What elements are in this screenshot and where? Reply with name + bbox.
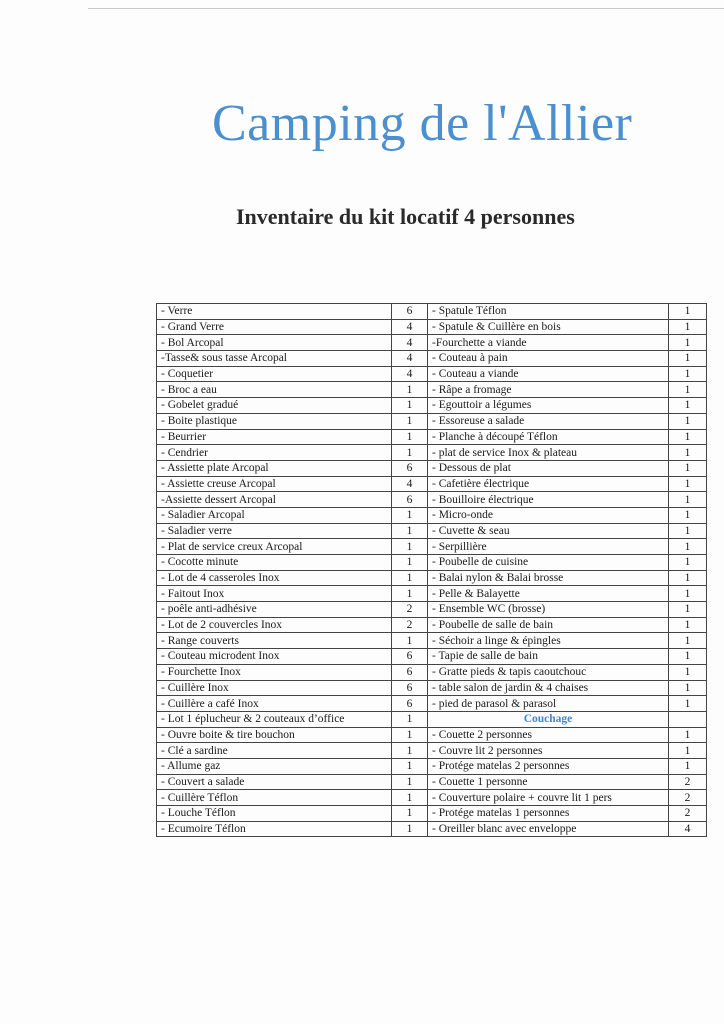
left-item-qty: 6 [392, 680, 428, 696]
right-item-qty: 1 [669, 617, 707, 633]
table-row [157, 649, 707, 665]
right-item-name: - Cuvette & seau [428, 523, 669, 539]
right-item-name: - Couvre lit 2 personnes [428, 743, 669, 759]
right-item-name: - Egouttoir a légumes [428, 398, 669, 414]
table-row [157, 664, 707, 680]
table-row [157, 696, 707, 712]
left-item-qty: 1 [392, 429, 428, 445]
left-item-name: - Saladier Arcopal [157, 507, 392, 523]
table-row [157, 319, 707, 335]
table-row [157, 633, 707, 649]
right-item-name: - Poubelle de cuisine [428, 555, 669, 571]
left-item-qty: 4 [392, 476, 428, 492]
right-item-name: - Râpe a fromage [428, 382, 669, 398]
right-item-qty: 1 [669, 304, 707, 320]
right-item-qty: 1 [669, 382, 707, 398]
left-item-name: - Assiette creuse Arcopal [157, 476, 392, 492]
table-row [157, 570, 707, 586]
left-item-name: - Louche Téflon [157, 806, 392, 822]
left-item-name: - Ecumoire Téflon [157, 821, 392, 837]
right-item-qty: 1 [669, 633, 707, 649]
table-row [157, 821, 707, 837]
left-item-name: - Clé a sardine [157, 743, 392, 759]
table-row [157, 460, 707, 476]
left-item-name: - Gobelet gradué [157, 398, 392, 414]
right-item-name: - Balai nylon & Balai brosse [428, 570, 669, 586]
table-row [157, 398, 707, 414]
right-item-qty: 2 [669, 790, 707, 806]
right-item-name: - Cafetière électrique [428, 476, 669, 492]
left-item-qty: 6 [392, 492, 428, 508]
table-row [157, 617, 707, 633]
right-item-qty: 1 [669, 649, 707, 665]
left-item-qty: 1 [392, 523, 428, 539]
right-item-name: - Protége matelas 1 personnes [428, 806, 669, 822]
right-item-name: - Essoreuse a salade [428, 413, 669, 429]
right-item-name: - Spatule & Cuillère en bois [428, 319, 669, 335]
right-item-name: - Séchoir a linge & épingles [428, 633, 669, 649]
right-item-qty: 1 [669, 366, 707, 382]
right-item-qty: 1 [669, 523, 707, 539]
right-item-qty: 1 [669, 696, 707, 712]
right-item-name: - Ensemble WC (brosse) [428, 602, 669, 618]
table-row [157, 774, 707, 790]
right-item-name: - pied de parasol & parasol [428, 696, 669, 712]
left-item-name: - Broc a eau [157, 382, 392, 398]
right-item-name: - Gratte pieds & tapis caoutchouc [428, 664, 669, 680]
right-item-qty: 1 [669, 492, 707, 508]
inventory-body [157, 304, 707, 837]
top-rule [88, 8, 724, 9]
right-item-qty: 1 [669, 680, 707, 696]
table-row [157, 743, 707, 759]
left-item-qty: 1 [392, 633, 428, 649]
right-item-qty: 1 [669, 758, 707, 774]
document-subtitle: Inventaire du kit locatif 4 personnes [236, 204, 575, 229]
table-row [157, 727, 707, 743]
table-row [157, 555, 707, 571]
right-item-qty: 1 [669, 319, 707, 335]
right-item-qty: 1 [669, 727, 707, 743]
right-item-name: - Couette 2 personnes [428, 727, 669, 743]
right-item-name: - Planche à découpé Téflon [428, 429, 669, 445]
left-item-qty: 2 [392, 602, 428, 618]
left-item-qty: 1 [392, 570, 428, 586]
right-item-qty: 1 [669, 460, 707, 476]
left-item-name: - Ouvre boite & tire bouchon [157, 727, 392, 743]
right-item-qty: 2 [669, 774, 707, 790]
table-row [157, 758, 707, 774]
right-item-qty: 1 [669, 602, 707, 618]
right-item-name: - Serpillière [428, 539, 669, 555]
left-item-name: - Cendrier [157, 445, 392, 461]
left-item-name: - Saladier verre [157, 523, 392, 539]
right-item-name: - Dessous de plat [428, 460, 669, 476]
table-row [157, 602, 707, 618]
table-row [157, 382, 707, 398]
left-item-name: - Range couverts [157, 633, 392, 649]
right-item-qty: 1 [669, 351, 707, 367]
left-item-qty: 6 [392, 696, 428, 712]
right-item-name: - plat de service Inox & plateau [428, 445, 669, 461]
right-item-qty [669, 711, 707, 727]
table-row [157, 680, 707, 696]
table-row [157, 413, 707, 429]
left-item-qty: 1 [392, 539, 428, 555]
table-row [157, 429, 707, 445]
left-item-name: - Cuillère Téflon [157, 790, 392, 806]
right-item-qty: 1 [669, 398, 707, 414]
right-item-name: - Oreiller blanc avec enveloppe [428, 821, 669, 837]
left-item-name: - Allume gaz [157, 758, 392, 774]
right-item-name: - Bouilloire électrique [428, 492, 669, 508]
left-item-name: - Cocotte minute [157, 555, 392, 571]
left-item-qty: 6 [392, 304, 428, 320]
left-item-name: -Tasse& sous tasse Arcopal [157, 351, 392, 367]
table-row [157, 711, 707, 727]
left-item-name: - Boite plastique [157, 413, 392, 429]
right-item-name: - Tapie de salle de bain [428, 649, 669, 665]
right-item-qty: 1 [669, 507, 707, 523]
left-item-name: - Faitout Inox [157, 586, 392, 602]
left-item-qty: 6 [392, 460, 428, 476]
table-row [157, 366, 707, 382]
left-item-qty: 2 [392, 617, 428, 633]
left-item-qty: 4 [392, 351, 428, 367]
table-row [157, 806, 707, 822]
left-item-name: - poêle anti-adhésive [157, 602, 392, 618]
section-heading: Couchage [428, 711, 669, 727]
left-item-qty: 1 [392, 382, 428, 398]
left-item-name: - Verre [157, 304, 392, 320]
right-item-qty: 1 [669, 539, 707, 555]
right-item-qty: 1 [669, 445, 707, 461]
right-item-qty: 1 [669, 429, 707, 445]
left-item-qty: 1 [392, 507, 428, 523]
left-item-name: -Assiette dessert Arcopal [157, 492, 392, 508]
table-row [157, 586, 707, 602]
left-item-qty: 1 [392, 445, 428, 461]
left-item-qty: 1 [392, 727, 428, 743]
left-item-qty: 1 [392, 806, 428, 822]
left-item-name: - Fourchette Inox [157, 664, 392, 680]
right-item-name: - table salon de jardin & 4 chaises [428, 680, 669, 696]
left-item-name: - Lot de 2 couvercles Inox [157, 617, 392, 633]
left-item-name: - Couvert a salade [157, 774, 392, 790]
table-row [157, 476, 707, 492]
left-item-qty: 1 [392, 413, 428, 429]
right-item-qty: 1 [669, 476, 707, 492]
right-item-qty: 1 [669, 664, 707, 680]
table-row [157, 335, 707, 351]
left-item-qty: 1 [392, 821, 428, 837]
table-row [157, 492, 707, 508]
left-item-name: - Bol Arcopal [157, 335, 392, 351]
left-item-qty: 4 [392, 366, 428, 382]
right-item-qty: 1 [669, 413, 707, 429]
left-item-name: - Cuillère Inox [157, 680, 392, 696]
left-item-qty: 1 [392, 398, 428, 414]
left-item-qty: 1 [392, 758, 428, 774]
table-row [157, 539, 707, 555]
table-row [157, 790, 707, 806]
left-item-qty: 1 [392, 711, 428, 727]
document-title: Camping de l'Allier [212, 95, 633, 152]
left-item-name: - Assiette plate Arcopal [157, 460, 392, 476]
left-item-name: - Coquetier [157, 366, 392, 382]
right-item-name: - Couverture polaire + couvre lit 1 pers [428, 790, 669, 806]
right-item-qty: 1 [669, 570, 707, 586]
left-item-qty: 6 [392, 664, 428, 680]
table-row [157, 351, 707, 367]
right-item-name: - Spatule Téflon [428, 304, 669, 320]
left-item-qty: 1 [392, 790, 428, 806]
right-item-name: - Couteau à pain [428, 351, 669, 367]
right-item-qty: 1 [669, 586, 707, 602]
right-item-name: - Couteau a viande [428, 366, 669, 382]
left-item-name: - Couteau microdent Inox [157, 649, 392, 665]
left-item-name: - Cuillère a café Inox [157, 696, 392, 712]
left-item-name: - Grand Verre [157, 319, 392, 335]
table-row [157, 523, 707, 539]
right-item-name: - Poubelle de salle de bain [428, 617, 669, 633]
left-item-qty: 1 [392, 774, 428, 790]
table-row [157, 507, 707, 523]
left-item-qty: 4 [392, 335, 428, 351]
left-item-qty: 1 [392, 555, 428, 571]
left-item-qty: 6 [392, 649, 428, 665]
left-item-qty: 1 [392, 586, 428, 602]
right-item-qty: 1 [669, 555, 707, 571]
left-item-qty: 4 [392, 319, 428, 335]
right-item-name: - Micro-onde [428, 507, 669, 523]
inventory-table [156, 303, 707, 837]
left-item-name: - Lot 1 éplucheur & 2 couteaux d’office [157, 711, 392, 727]
left-item-name: - Beurrier [157, 429, 392, 445]
right-item-qty: 4 [669, 821, 707, 837]
right-item-qty: 1 [669, 743, 707, 759]
right-item-name: - Couette 1 personne [428, 774, 669, 790]
right-item-name: - Protége matelas 2 personnes [428, 758, 669, 774]
table-row [157, 445, 707, 461]
right-item-qty: 1 [669, 335, 707, 351]
right-item-name: -Fourchette a viande [428, 335, 669, 351]
left-item-name: - Plat de service creux Arcopal [157, 539, 392, 555]
left-item-qty: 1 [392, 743, 428, 759]
table-row [157, 304, 707, 320]
right-item-qty: 2 [669, 806, 707, 822]
right-item-name: - Pelle & Balayette [428, 586, 669, 602]
left-item-name: - Lot de 4 casseroles Inox [157, 570, 392, 586]
